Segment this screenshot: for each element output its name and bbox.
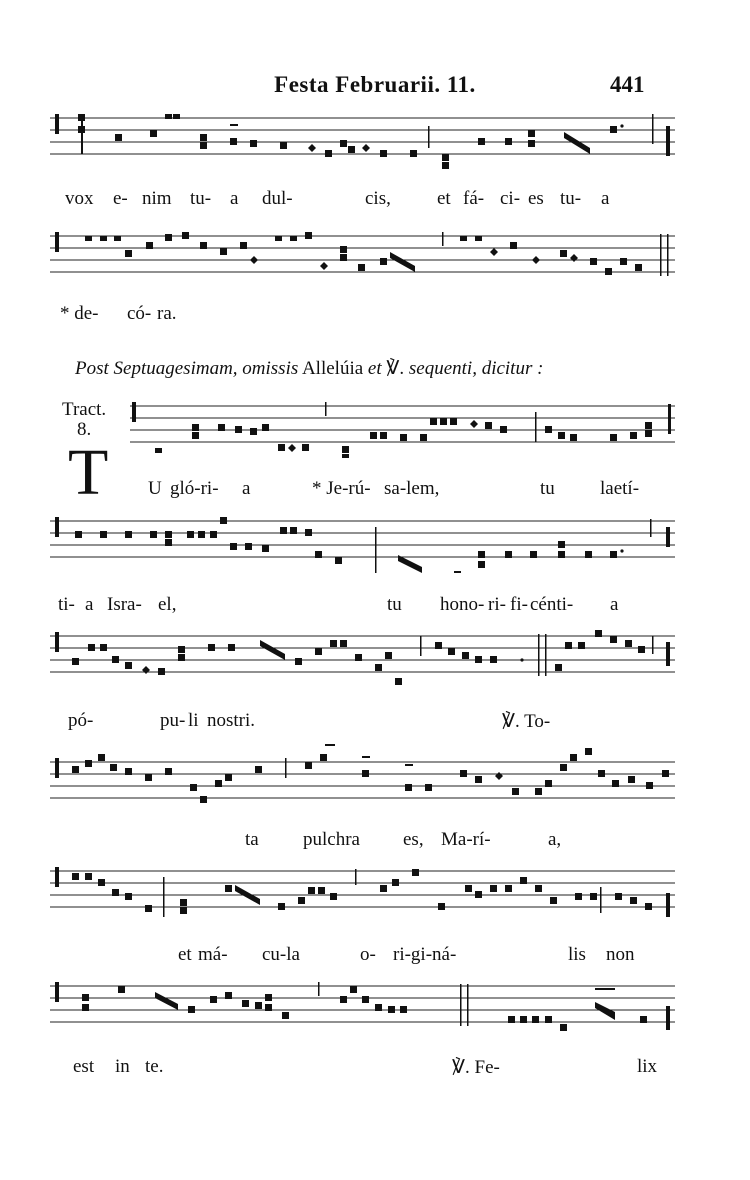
- staff-lines: [50, 521, 675, 557]
- lyric-syllable: et: [178, 944, 192, 965]
- lyric-syllable: e-: [113, 188, 128, 209]
- do-clef: [55, 114, 59, 134]
- lyric-syllable: * de-: [60, 303, 99, 324]
- page-title: Festa Februarii. 11.: [274, 72, 476, 97]
- rubric-italic: Post Septuagesimam, omissis: [75, 358, 299, 379]
- rubric-versicle: ℣.: [381, 358, 409, 379]
- do-clef: [55, 632, 59, 652]
- lyric-syllable: ra.: [157, 303, 177, 324]
- lyric-syllable: má-: [198, 944, 228, 965]
- lyric-syllable: cu-la: [262, 944, 300, 965]
- lyric-syllable: a: [85, 594, 94, 615]
- lyric-syllable: Ma-rí-: [441, 829, 491, 850]
- lyric-syllable: pu-: [160, 710, 186, 731]
- neumes: [55, 867, 670, 917]
- lyric-syllable: Isra-: [107, 594, 142, 615]
- lyric-syllable: et: [437, 188, 451, 209]
- lyric-syllable: el,: [158, 594, 177, 615]
- rubric-italic: sequenti, dicitur :: [408, 358, 544, 379]
- lyric-syllable: a: [601, 188, 610, 209]
- lyric-syllable: a: [610, 594, 619, 615]
- staff-lines: [50, 871, 675, 907]
- rubric-italic: et: [367, 358, 382, 379]
- do-clef: [55, 758, 59, 778]
- lyric-syllable: lix: [637, 1056, 658, 1077]
- do-clef: [55, 232, 59, 252]
- lyric-syllable: hono-: [440, 594, 485, 615]
- staff-lines: [50, 636, 675, 672]
- initial-capital: T: [68, 436, 109, 509]
- lyric-syllable: U: [148, 478, 162, 499]
- lyric-syllable: lis: [568, 944, 586, 965]
- lyric-syllable: ri-: [488, 594, 506, 615]
- do-clef: [55, 982, 59, 1002]
- lyric-syllable: in: [115, 1056, 130, 1077]
- rubric-roman: Allelúia: [298, 358, 368, 379]
- staff-1: [50, 110, 675, 170]
- lyric-syllable: nostri.: [207, 710, 256, 731]
- lyric-syllable: tu-: [560, 188, 582, 209]
- rubric: [75, 357, 543, 380]
- staff-3: [130, 398, 675, 458]
- neumes: [55, 232, 669, 276]
- lyric-syllable: tu: [540, 478, 555, 499]
- lyric-syllable: a,: [548, 829, 562, 850]
- lyric-syllable: cénti-: [530, 594, 574, 615]
- lyric-syllable: a: [230, 188, 239, 209]
- do-clef: [55, 867, 59, 887]
- staff-8: [50, 978, 675, 1038]
- neumes: [55, 630, 670, 685]
- lyric-syllable: vox: [65, 188, 94, 209]
- lyric-syllable: ri-gi-ná-: [393, 944, 457, 965]
- lyric-syllable: dul-: [262, 188, 293, 209]
- do-clef: [132, 402, 136, 422]
- lyric-syllable: ℣. Fe-: [452, 1057, 500, 1078]
- staff-2: [50, 228, 675, 288]
- lyric-syllable: ti-: [58, 594, 75, 615]
- lyric-syllable: es,: [403, 829, 424, 850]
- lyric-syllable: ci-: [500, 188, 521, 209]
- lyric-syllable: cis,: [365, 188, 391, 209]
- lyric-syllable: a: [242, 478, 251, 499]
- page-number: 441: [610, 72, 645, 97]
- lyric-syllable: có-: [127, 303, 152, 324]
- lyric-syllable: sa-lem,: [384, 478, 440, 499]
- staff-5: [50, 628, 675, 688]
- lyric-syllable: o-: [360, 944, 376, 965]
- lyric-syllable: non: [606, 944, 635, 965]
- lyric-syllable: li: [188, 710, 199, 731]
- tract-mode: 8.: [76, 419, 92, 440]
- staff-lines: [50, 762, 675, 798]
- tract-label: [62, 400, 106, 440]
- lyric-syllable: fá-: [463, 188, 485, 209]
- lyric-syllable: pó-: [68, 710, 94, 731]
- lyric-syllable: te.: [145, 1056, 164, 1077]
- lyric-syllable: es: [528, 188, 544, 209]
- lyric-syllable: ta: [245, 829, 259, 850]
- lyric-syllable: * Je-rú-: [312, 478, 371, 499]
- lyric-syllable: gló-ri-: [170, 478, 219, 499]
- lyric-syllable: laetí-: [600, 478, 640, 499]
- lyric-syllable: fi-: [510, 594, 528, 615]
- do-clef: [55, 517, 59, 537]
- lyric-syllable: tu: [387, 594, 402, 615]
- lyric-syllable: nim: [142, 188, 172, 209]
- neumes: [55, 982, 670, 1031]
- staff-6: [50, 744, 675, 814]
- lyric-syllable: tu-: [190, 188, 212, 209]
- tract-title: Tract.: [62, 399, 107, 420]
- lyric-syllable: ℣. To-: [502, 711, 551, 732]
- staff-4: [50, 513, 675, 573]
- staff-7: [50, 863, 675, 923]
- lyric-syllable: est: [73, 1056, 95, 1077]
- staff-lines: [50, 986, 675, 1022]
- lyric-syllable: pulchra: [303, 829, 360, 850]
